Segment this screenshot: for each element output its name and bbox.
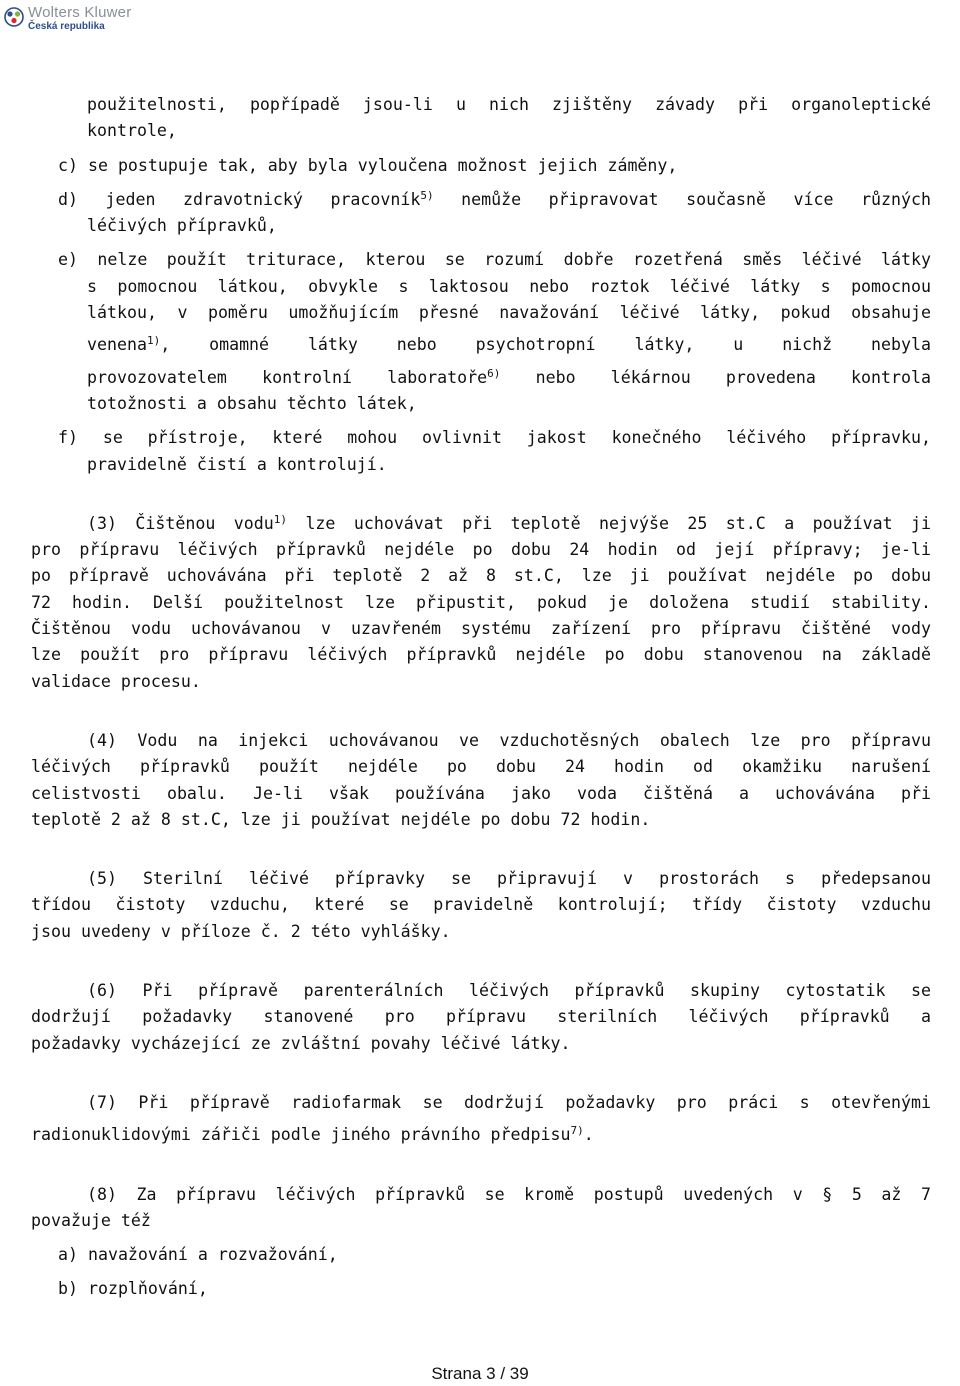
publisher-logo <box>4 5 131 37</box>
text-line: s pomocnou látkou, obvykle s laktosou nebo roztok léčivé látky s pomocnou <box>87 276 931 296</box>
text-line: látkou, v poměru umožňujícím přesné navažování léčivé látky, pokud obsahuje <box>87 303 931 323</box>
text-line <box>31 332 931 358</box>
text-line: třídou čistoty vzduchu, které se pravidelně kontrolují; třídy čistoty vzduchu <box>31 895 931 915</box>
text-line: kontrole, <box>87 121 177 141</box>
text-span: (3) Čištěnou vodu <box>87 513 274 533</box>
footnote-ref: 6) <box>487 366 501 380</box>
text-span: nemůže připravovat současně více různých <box>433 189 931 209</box>
text-line: dodržují požadavky stanovené pro přípravu sterilních léčivých přípravků a <box>31 1007 931 1027</box>
text-line: validace procesu. <box>31 671 201 691</box>
text-line: po přípravě uchovávána při teplotě 2 až 8 st.C, lze ji používat nejdéle po dobu <box>31 566 931 586</box>
text-span: radionuklidovými zářiči podle jiného právního předpisu <box>31 1125 571 1145</box>
text-line: totožnosti a obsahu těchto látek, <box>87 393 417 413</box>
footnote-ref: 5) <box>420 188 434 202</box>
paragraph-6: (6) Při přípravě parenterálních léčivých přípravků skupiny cytostatik se <box>87 981 931 1001</box>
text-span: lze uchovávat při teplotě nejvýše 25 st.C a používat ji <box>287 513 931 533</box>
paragraph-3 <box>31 511 931 537</box>
text-line: pro přípravu léčivých přípravků nejdéle po dobu 24 hodin od její přípravy; je-li <box>31 540 931 560</box>
text-line: požadavky vycházející ze zvláštní povahy léčivé látky. <box>31 1033 571 1053</box>
paragraph-5: (5) Sterilní léčivé přípravky se připravují v prostorách s předepsanou <box>87 869 931 889</box>
list-item-b: b) rozplňování, <box>58 1279 208 1299</box>
page-number: Strana 3 / 39 <box>431 1364 529 1383</box>
text-line: celistvosti obalu. Je-li však používána jako voda čištěná a uchovávána při <box>31 783 931 803</box>
text-span: . <box>583 1125 594 1145</box>
list-item-c: c) se postupuje tak, aby byla vyloučena možnost jejich záměny, <box>58 155 678 175</box>
text-line: léčivých přípravků, <box>87 216 277 236</box>
text-span: venena <box>87 335 147 355</box>
list-item-e: e) nelze použít triturace, kterou se rozumí dobře rozetřená směs léčivé látky <box>58 250 931 270</box>
text-span: , omamné látky nebo psychotropní látky, u nichž nebyla <box>160 335 931 355</box>
paragraph-4: (4) Vodu na injekci uchovávanou ve vzduchotěsných obalech lze pro přípravu <box>87 730 931 750</box>
footnote-ref: 1) <box>273 512 287 526</box>
footnote-ref: 1) <box>146 334 161 348</box>
text-span: provozovatelem kontrolní laboratoře <box>87 367 488 387</box>
text-line: použitelnosti, popřípadě jsou-li u nich zjištěny závady při organoleptické <box>87 95 931 114</box>
brand-subtitle: Česká republika <box>28 21 105 32</box>
text-line: lze použít pro přípravu léčivých přípravků nejdéle po dobu stanovenou na základě <box>31 645 931 665</box>
footnote-ref: 7) <box>570 1124 584 1138</box>
brand-name: Wolters Kluwer <box>28 4 132 21</box>
text-line: 72 hodin. Delší použitelnost lze připustit, pokud je doložena studií stability. <box>31 592 931 612</box>
wolters-kluwer-logo-icon <box>4 7 24 27</box>
text-line <box>31 365 931 391</box>
paragraph-7: (7) Při přípravě radiofarmak se dodržují požadavky pro práci s otevřenými <box>87 1092 931 1112</box>
list-item-a: a) navažování a rozvažování, <box>58 1245 338 1265</box>
text-line: považuje též <box>31 1210 151 1230</box>
document-body <box>31 92 931 1303</box>
text-line: jsou uvedeny v příloze č. 2 této vyhlášky. <box>31 921 451 941</box>
list-item-f: f) se přístroje, které mohou ovlivnit jakost konečného léčivého přípravku, <box>58 428 931 448</box>
paragraph-8: (8) Za přípravu léčivých přípravků se kromě postupů uvedených v § 5 až 7 <box>87 1184 931 1204</box>
text-line: teplotě 2 až 8 st.C, lze ji používat nejdéle po dobu 72 hodin. <box>31 809 651 829</box>
text-span: d) jeden zdravotnický pracovník <box>58 189 421 209</box>
text-line <box>31 1122 931 1148</box>
text-span: nebo lékárnou provedena kontrola <box>500 367 931 387</box>
logo-text <box>28 5 131 32</box>
list-item-d <box>31 187 931 213</box>
text-line: pravidelně čistí a kontrolují. <box>87 454 387 474</box>
text-line: Čištěnou vodu uchovávanou v uzavřeném systému zařízení pro přípravu čištěné vody <box>31 619 931 639</box>
text-line: léčivých přípravků použít nejdéle po dobu 24 hodin od okamžiku narušení <box>31 757 931 777</box>
